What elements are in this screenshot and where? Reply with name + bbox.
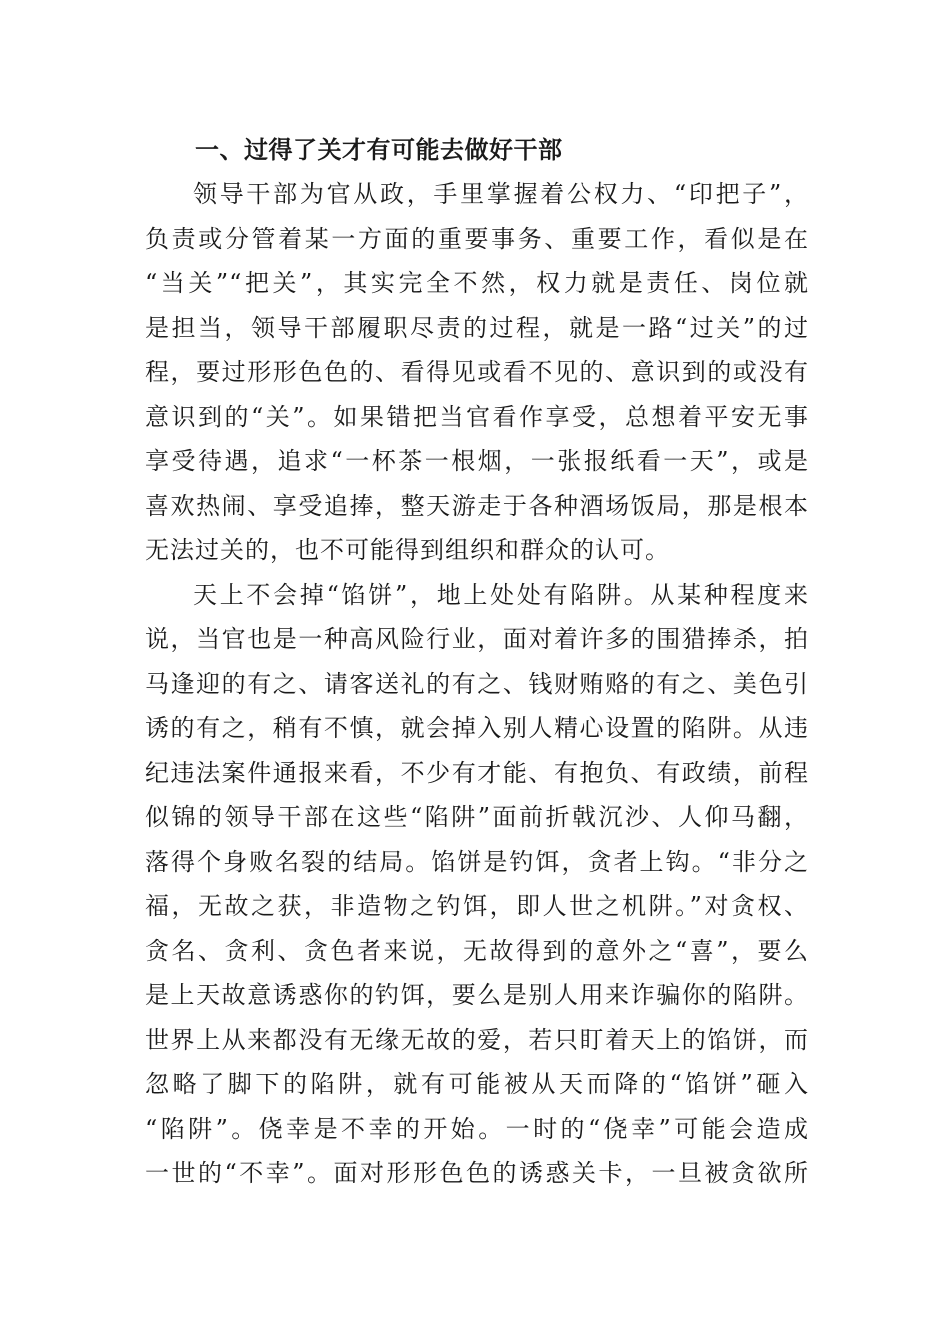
paragraph-1 bbox=[145, 172, 809, 573]
paragraph-1-line: 享受待遇，追求“一杯茶一根烟，一张报纸看一天”，或是 bbox=[145, 447, 809, 475]
paragraph-1-line: 程，要过形形色色的、看得见或看不见的、意识到的或没有 bbox=[145, 358, 809, 386]
paragraph-1-line: 喜欢热闹、享受追捧，整天游走于各种酒场饭局，那是根本 bbox=[145, 491, 809, 520]
paragraph-2 bbox=[145, 573, 809, 1196]
document-body bbox=[145, 128, 809, 1196]
paragraph-2-line: “陷阱”。侥幸是不幸的开始。一时的“侥幸”可能会造成 bbox=[145, 1114, 809, 1143]
paragraph-1-line: 是担当，领导干部履职尽责的过程，就是一路“过关”的过 bbox=[145, 313, 809, 342]
section-heading: 一、过得了关才有可能去做好干部 bbox=[195, 136, 563, 164]
paragraph-2-line: 天上不会掉“馅饼”，地上处处有陷阱。从某种程度来 bbox=[193, 580, 809, 609]
paragraph-1-line: 无法过关的，也不可能得到组织和群众的认可。 bbox=[145, 536, 670, 564]
paragraph-2-line: 诱的有之，稍有不慎，就会掉入别人精心设置的陷阱。从违 bbox=[145, 714, 809, 742]
paragraph-2-line: 一世的“不幸”。面对形形色色的诱惑关卡，一旦被贪欲所 bbox=[145, 1159, 809, 1187]
paragraph-2-line: 纪违法案件通报来看，不少有才能、有抱负、有政绩，前程 bbox=[145, 758, 809, 787]
paragraph-2-line: 是上天故意诱惑你的钓饵，要么是别人用来诈骗你的陷阱。 bbox=[145, 981, 809, 1009]
paragraph-2-line: 贪名、贪利、贪色者来说，无故得到的意外之“喜”，要么 bbox=[145, 936, 809, 965]
paragraph-2-line: 马逢迎的有之、请客送礼的有之、钱财贿赂的有之、美色引 bbox=[145, 669, 809, 698]
paragraph-1-line: “当关”“把关”，其实完全不然，权力就是责任、岗位就 bbox=[145, 269, 809, 297]
paragraph-1-line: 领导干部为官从政，手里掌握着公权力、“印把子”， bbox=[193, 180, 809, 208]
paragraph-2-line: 说，当官也是一种高风险行业，面对着许多的围猎捧杀，拍 bbox=[145, 625, 809, 653]
paragraph-1-line: 意识到的“关”。如果错把当官看作享受，总想着平安无事 bbox=[145, 402, 809, 431]
paragraph-2-line: 福，无故之获，非造物之钓饵，即人世之机阱。”对贪权、 bbox=[145, 892, 809, 920]
paragraph-2-line: 落得个身败名裂的结局。馅饼是钓饵，贪者上钩。“非分之 bbox=[145, 847, 809, 876]
paragraph-1-line: 负责或分管着某一方面的重要事务、重要工作，看似是在 bbox=[145, 224, 809, 253]
paragraph-2-line: 忽略了脚下的陷阱，就有可能被从天而降的“馅饼”砸入 bbox=[145, 1070, 809, 1098]
paragraph-2-line: 似锦的领导干部在这些“陷阱”面前折戟沉沙、人仰马翻， bbox=[145, 803, 809, 831]
paragraph-2-line: 世界上从来都没有无缘无故的爱，若只盯着天上的馅饼，而 bbox=[145, 1025, 809, 1054]
